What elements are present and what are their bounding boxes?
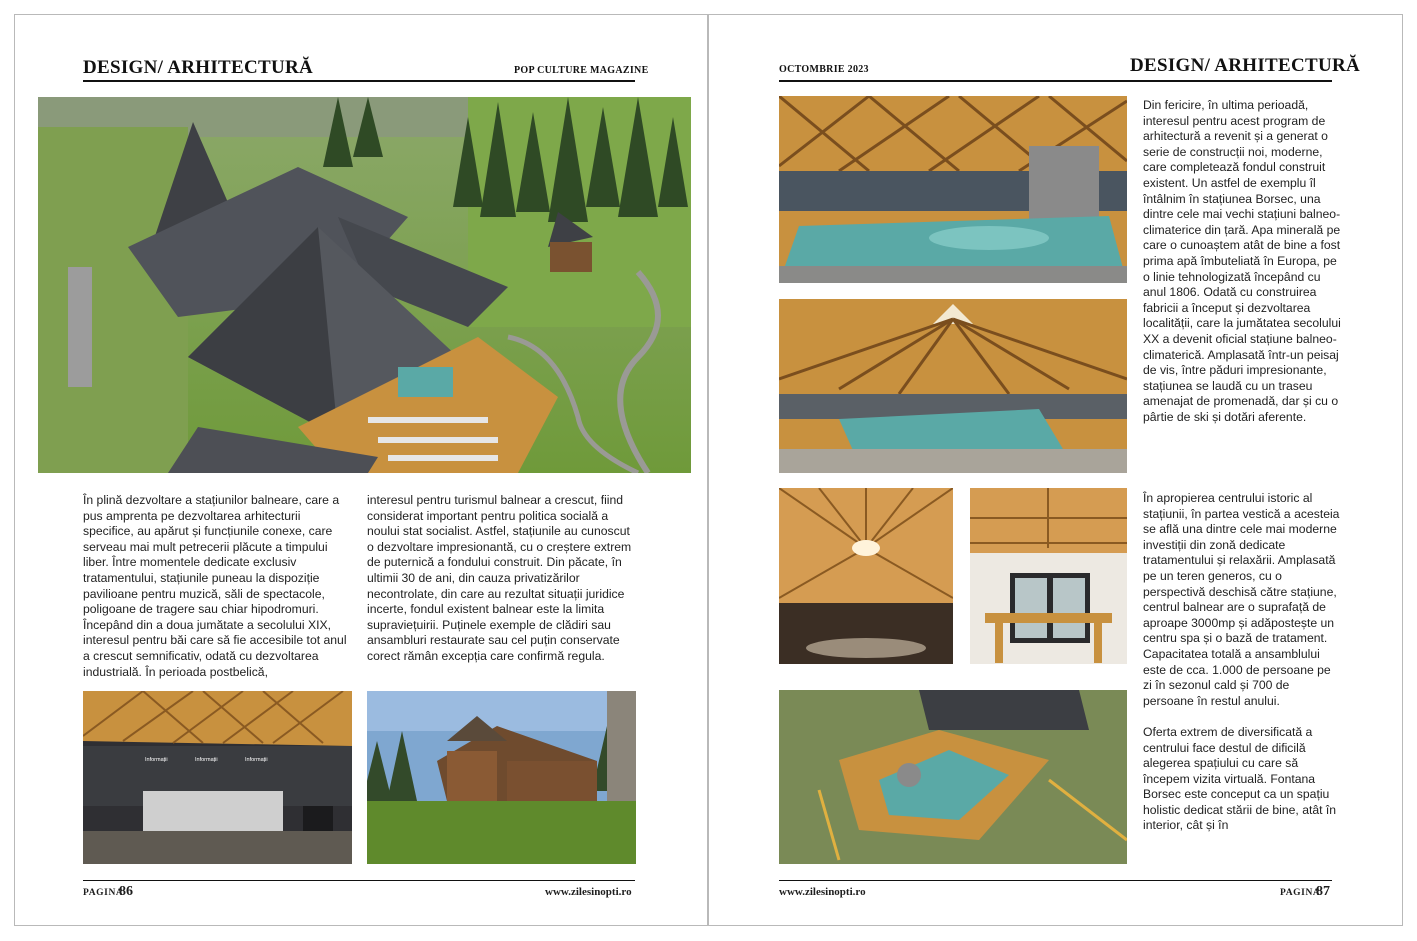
section-title: DESIGN/ ARHITECTURĂ (83, 57, 314, 78)
article-column-2: interesul pentru turismul balnear a crescut, fiind considerat important pentru politica socială a noului stat socialist. Astfel, stațiunile au cunoscut o dezvoltare impresionantă, cu o creștere extrem de puternică a fondului construit. Din păcate, în ultimii 30 de ani, din cauza privatizărilor necontrolate, din care au rezultat situații juridice incerte, fondul existent balnear este la limita supraviețuirii. Puținele exemple de clădiri sau ansambluri restaurate sau cel puțin conservate corect rămân excepția care confirmă regula. (367, 493, 632, 663)
footer-page-label: PAGINA (1280, 888, 1321, 898)
magazine-name: POP CULTURE MAGAZINE (514, 65, 649, 76)
footer-rule (83, 880, 635, 881)
building-exterior-photo (367, 691, 636, 864)
page-number: 86 (119, 884, 133, 899)
issue-date: OCTOMBRIE 2023 (779, 64, 869, 75)
header-rule (83, 80, 635, 82)
info-sign-2: Informații (195, 757, 218, 763)
header-rule (779, 80, 1332, 82)
footer-rule (779, 880, 1332, 881)
info-sign-3: Informații (245, 757, 268, 763)
pool-hall-photo (779, 299, 1127, 473)
article-column-a: Din fericire, în ultima perioadă, interesul pentru acest program de arhitectură a revenit și a generat o serie de construcții noi, moderne, care completează fondul construit existent. Un astfel de exemplu îl întâlnim în stațiunea Borsec, una dintre cele mai vechi stațiuni balneo-climaterice din țară. Apa minerală pe care o cunoaștem atât de bine a fost prima apă îmbuteliată în Europa, pe o linie tehnologizată începând cu anul 1806. Odată cu construirea fabricii a început și dezvoltarea localității, care la jumătatea secolului XX a devenit oficial stațiune balneo-climaterică. Amplasată într-un peisaj de vis, între păduri impresionante, stațiunea se laudă cu un traseu amenajat de promenadă, dar și cu o pârtie de ski și dotări aferente. (1143, 98, 1341, 424)
left-page (14, 14, 708, 926)
page-number: 87 (1316, 884, 1330, 899)
relaxation-room-photo (970, 488, 1127, 664)
dome-ceiling-photo (779, 488, 953, 664)
footer-url: www.zilesinopti.ro (545, 886, 632, 898)
aerial-outdoor-pool-photo (779, 690, 1127, 864)
footer-url: www.zilesinopti.ro (779, 886, 866, 898)
reception-desk-photo (83, 691, 352, 864)
section-title: DESIGN/ ARHITECTURĂ (1130, 55, 1361, 76)
indoor-pool-photo (779, 96, 1127, 283)
right-page (708, 14, 1403, 926)
info-sign-1: Informații (145, 757, 168, 763)
article-column-b: În apropierea centrului istoric al stațiunii, în partea vestică a acesteia se află una dintre cele mai moderne investiții din zonă dedicate tratamentului și relaxării. Amplasată pe un teren generos, cu o perspectivă deschisă către stațiune, centrul balnear are o suprafață de aproape 3000mp și adăpostește un centru spa și o bază de tratament. Capacitatea totală a ansamblului este de cca. 1.000 de persoane pe zi în sezonul cald și 700 de persoane în restul anului. Oferta extrem de diversificată a centrului face destul de dificilă alegerea spațiului cu care să începem vizita virtuală. Fontana Borsec este conceput ca un spațiu holistic dedicat stării de bine, atât în interior, cât și în (1143, 491, 1340, 833)
aerial-spa-photo (38, 97, 691, 473)
article-column-1: În plină dezvoltare a stațiunilor balneare, care a pus amprenta pe dezvoltarea arhitecturii specifice, au apărut și funcțiunile conexe, care serveau mai mult petrecerii plăcute a timpului liber. Între momentele dedicate exclusiv tratamentului, stațiunile puneau la dispoziție pavilioane pentru muzică, săli de spectacole, poligoane de tragere sau chiar hipodromuri. Începând din a doua jumătate a secolului XIX, interesul pentru băi care să fie accesibile tot anul a crescut semnificativ, odată cu dezvoltarea industrială. În perioada postbelică, (83, 493, 347, 679)
footer-page-label: PAGINA (83, 888, 124, 898)
